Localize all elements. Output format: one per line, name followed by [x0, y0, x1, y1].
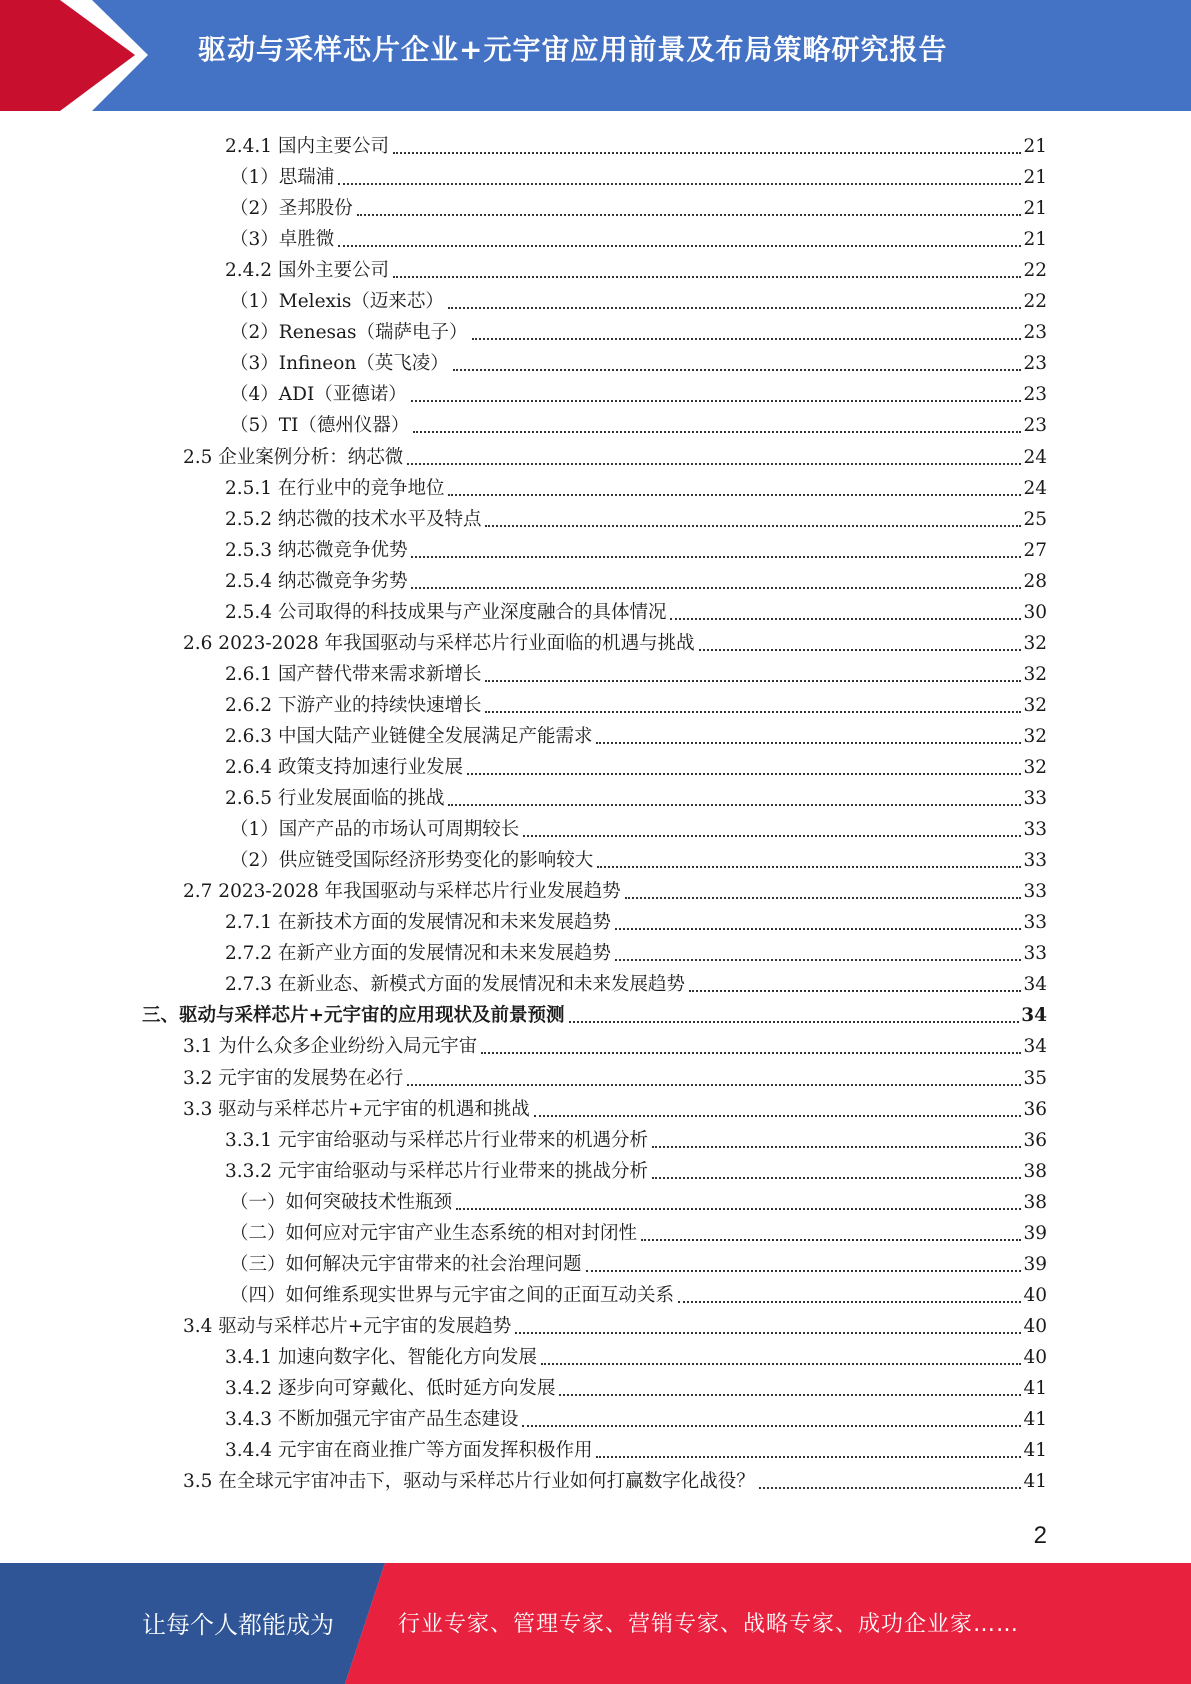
toc-entry[interactable] — [183, 1307, 1047, 1338]
toc-entry-label: 3.4.3 不断加强元宇宙产品生态建设 — [225, 1409, 519, 1431]
toc-entry-page: 23 — [1023, 415, 1047, 437]
toc-leader-dots — [515, 1332, 1021, 1334]
toc-entry-label: 3.4.4 元宇宙在商业推广等方面发挥积极作用 — [225, 1440, 593, 1462]
toc-leader-dots — [393, 152, 1021, 154]
toc-entry-page: 27 — [1023, 539, 1047, 561]
toc-entry-page: 39 — [1023, 1222, 1047, 1244]
toc-leader-dots — [597, 866, 1021, 868]
toc-entry-page: 22 — [1023, 291, 1047, 313]
toc-entry-label: 2.7.3 在新业态、新模式方面的发展情况和未来发展趋势 — [225, 974, 685, 996]
toc-leader-dots — [448, 804, 1021, 806]
toc-entry-page: 23 — [1023, 322, 1047, 344]
toc-entry-label: 2.6.4 政策支持加速行业发展 — [225, 757, 463, 778]
toc-entry-label: 3.1 为什么众多企业纷纷入局元宇宙 — [183, 1036, 478, 1058]
toc-leader-dots — [615, 959, 1021, 961]
toc-entry[interactable] — [225, 127, 1047, 158]
toc-entry[interactable] — [225, 1338, 1047, 1369]
toc-entry-label: 2.5.4 纳芯微竞争劣势 — [225, 570, 408, 592]
toc-leader-dots — [453, 369, 1022, 371]
toc-entry-page: 33 — [1023, 850, 1047, 872]
toc-entry[interactable] — [225, 1400, 1047, 1431]
toc-leader-dots — [448, 494, 1021, 496]
toc-leader-dots — [625, 897, 1022, 899]
toc-leader-dots — [448, 307, 1022, 309]
toc-entry-label: （三）如何解决元宇宙带来的社会治理问题 — [230, 1253, 582, 1275]
toc-entry[interactable] — [230, 344, 1047, 375]
footer-slogan-right: 行业专家、管理专家、营销专家、战略专家、成功企业家…… — [398, 1612, 1020, 1637]
toc-entry-label: 2.4.1 国内主要公司 — [225, 136, 389, 157]
page-header — [0, 0, 1191, 111]
toc-entry-page: 23 — [1023, 384, 1047, 406]
toc-entry-label: 2.6.5 行业发展面临的挑战 — [225, 788, 445, 810]
toc-entry-label: 2.6.2 下游产业的持续快速增长 — [225, 694, 482, 716]
toc-leader-dots — [641, 1239, 1021, 1241]
toc-entry[interactable] — [183, 1027, 1047, 1058]
toc-entry-label: （一）如何突破技术性瓶颈 — [230, 1191, 453, 1213]
toc-entry-page: 40 — [1023, 1284, 1047, 1306]
toc-entry-page: 34 — [1023, 1036, 1047, 1058]
toc-entry[interactable] — [225, 779, 1047, 810]
toc-entry-label: 3.4 驱动与采样芯片+元宇宙的发展趋势 — [183, 1315, 512, 1337]
toc-entry[interactable] — [230, 1183, 1047, 1214]
toc-entry[interactable] — [230, 158, 1047, 189]
toc-leader-dots — [670, 618, 1021, 620]
toc-entry-page: 23 — [1023, 353, 1047, 375]
toc-leader-dots — [534, 1115, 1022, 1117]
toc-leader-dots — [357, 214, 1022, 216]
toc-entry-page: 41 — [1023, 1440, 1047, 1462]
toc-leader-dots — [456, 1208, 1021, 1210]
toc-entry[interactable] — [225, 903, 1047, 934]
toc-entry[interactable] — [225, 500, 1047, 531]
toc-entry-page: 36 — [1023, 1129, 1047, 1151]
toc-leader-dots — [586, 1270, 1022, 1272]
toc-entry-label: （3）Infineon（英飞凌） — [230, 353, 449, 375]
toc-entry[interactable] — [225, 1121, 1047, 1152]
footer-slogan-left: 让每个人都能成为 — [142, 1611, 334, 1639]
toc-entry-page: 28 — [1023, 570, 1047, 592]
toc-entry-label: 2.6.3 中国大陆产业链健全发展满足产能需求 — [225, 725, 593, 747]
toc-entry-label: 2.5.1 在行业中的竞争地位 — [225, 477, 445, 499]
header-title: 驱动与采样芯片企业+元宇宙应用前景及布局策略研究报告 — [198, 33, 948, 66]
toc-entry[interactable] — [230, 375, 1047, 406]
toc-entry[interactable] — [225, 655, 1047, 686]
toc-entry-label: （二）如何应对元宇宙产业生态系统的相对封闭性 — [230, 1222, 638, 1244]
toc-leader-dots — [485, 711, 1021, 713]
toc-entry[interactable] — [225, 717, 1047, 748]
toc-entry-page: 33 — [1023, 819, 1047, 841]
toc-leader-dots — [413, 431, 1021, 433]
header-chevron-decoration — [0, 0, 160, 111]
toc-entry-label: 3.5 在全球元宇宙冲击下，驱动与采样芯片行业如何打赢数字化战役？ — [183, 1471, 755, 1493]
toc-entry[interactable] — [230, 189, 1047, 220]
toc-leader-dots — [485, 525, 1021, 527]
toc-entry-page: 24 — [1023, 446, 1047, 468]
toc-entry-page: 38 — [1023, 1160, 1047, 1182]
toc-entry-label: （1）思瑞浦 — [230, 167, 335, 189]
toc-entry[interactable] — [230, 406, 1047, 437]
toc-entry[interactable] — [230, 810, 1047, 841]
toc-leader-dots — [652, 1177, 1021, 1179]
toc-entry-page: 41 — [1023, 1378, 1047, 1399]
toc-entry-page: 21 — [1023, 198, 1047, 220]
toc-leader-dots — [522, 1425, 1021, 1427]
toc-entry[interactable] — [183, 872, 1047, 903]
toc-entry-page: 32 — [1023, 632, 1047, 654]
toc-entry-page: 21 — [1023, 167, 1047, 189]
toc-entry-page: 36 — [1023, 1098, 1047, 1120]
toc-leader-dots — [467, 773, 1021, 775]
toc-leader-dots — [523, 835, 1021, 837]
toc-entry[interactable] — [225, 1152, 1047, 1183]
toc-entry-page: 40 — [1023, 1346, 1047, 1368]
toc-entry-label: 3.3.1 元宇宙给驱动与采样芯片行业带来的机遇分析 — [225, 1129, 648, 1151]
toc-leader-dots — [652, 1146, 1021, 1148]
toc-entry-label: 2.5.4 公司取得的科技成果与产业深度融合的具体情况 — [225, 601, 667, 623]
toc-entry[interactable] — [225, 469, 1047, 500]
toc-leader-dots — [485, 680, 1021, 682]
toc-entry-page: 38 — [1023, 1191, 1047, 1213]
toc-entry-page: 40 — [1023, 1315, 1047, 1337]
toc-entry-page: 41 — [1023, 1409, 1047, 1431]
toc-entry-page: 21 — [1023, 136, 1047, 157]
toc-leader-dots — [411, 587, 1021, 589]
toc-entry-label: （5）TI（德州仪器） — [230, 415, 410, 437]
toc-leader-dots — [569, 1021, 1020, 1023]
toc-entry[interactable] — [183, 1059, 1047, 1090]
toc-entry[interactable] — [230, 220, 1047, 251]
toc-entry-label: 2.7 2023-2028 年我国驱动与采样芯片行业发展趋势 — [183, 881, 621, 903]
toc-leader-dots — [481, 1052, 1021, 1054]
toc-entry-page: 32 — [1023, 694, 1047, 716]
toc-entry-page: 22 — [1023, 260, 1047, 282]
toc-leader-dots — [559, 1394, 1021, 1396]
toc-entry[interactable] — [225, 251, 1047, 282]
toc-entry-page: 34 — [1021, 1005, 1047, 1027]
toc-entry-label: 2.5.2 纳芯微的技术水平及特点 — [225, 508, 482, 530]
toc-entry-page: 25 — [1023, 508, 1047, 530]
toc-leader-dots — [699, 649, 1022, 651]
toc-entry-label: 3.3 驱动与采样芯片+元宇宙的机遇和挑战 — [183, 1098, 530, 1120]
toc-entry[interactable] — [225, 531, 1047, 562]
toc-entry-label: （1）国产产品的市场认可周期较长 — [230, 819, 520, 841]
toc-leader-dots — [407, 463, 1021, 465]
toc-entry-label: 3.2 元宇宙的发展势在必行 — [183, 1067, 404, 1089]
toc-entry-label: 3.4.1 加速向数字化、智能化方向发展 — [225, 1346, 537, 1368]
toc-entry-page: 32 — [1023, 725, 1047, 747]
toc-leader-dots — [393, 276, 1021, 278]
toc-entry-label: （4）ADI（亚德诺） — [230, 384, 407, 406]
toc-entry-label: （2）圣邦股份 — [230, 198, 353, 220]
toc-entry-page: 35 — [1023, 1067, 1047, 1089]
toc-entry-label: （四）如何维系现实世界与元宇宙之间的正面互动关系 — [230, 1284, 675, 1306]
toc-entry[interactable] — [230, 282, 1047, 313]
toc-entry-label: （2）Renesas（瑞萨电子） — [230, 322, 468, 344]
toc-leader-dots — [615, 928, 1021, 930]
toc-entry[interactable] — [225, 934, 1047, 965]
toc-entry[interactable] — [230, 313, 1047, 344]
toc-entry-page: 33 — [1023, 943, 1047, 965]
page-number: 2 — [1033, 1522, 1047, 1549]
toc-entry[interactable] — [225, 748, 1047, 779]
toc-entry-label: 3.4.2 逐步向可穿戴化、低时延方向发展 — [225, 1378, 556, 1399]
toc-entry[interactable] — [225, 1369, 1047, 1400]
toc-leader-dots — [338, 183, 1021, 185]
toc-entry-page: 41 — [1023, 1471, 1047, 1493]
toc-entry-label: （1）Melexis（迈来芯） — [230, 291, 444, 313]
toc-entry-page: 34 — [1023, 974, 1047, 996]
toc-entry-page: 33 — [1023, 881, 1047, 903]
toc-entry-page: 32 — [1023, 663, 1047, 685]
toc-entry-label: 2.5 企业案例分析：纳芯微 — [183, 446, 404, 468]
toc-leader-dots — [596, 742, 1021, 744]
toc-entry-page: 33 — [1023, 788, 1047, 810]
toc-entry-page: 21 — [1023, 229, 1047, 251]
toc-entry[interactable] — [183, 438, 1047, 469]
toc-entry-page: 30 — [1023, 601, 1047, 623]
toc-entry[interactable] — [230, 1245, 1047, 1276]
toc-entry-label: 3.3.2 元宇宙给驱动与采样芯片行业带来的挑战分析 — [225, 1160, 648, 1182]
toc-entry-label: 2.5.3 纳芯微竞争优势 — [225, 539, 408, 561]
toc-entry[interactable] — [225, 965, 1047, 996]
toc-entry[interactable] — [230, 1214, 1047, 1245]
toc-leader-dots — [678, 1301, 1021, 1303]
toc-leader-dots — [472, 338, 1022, 340]
toc-leader-dots — [596, 1456, 1021, 1458]
toc-entry[interactable] — [183, 1090, 1047, 1121]
toc-entry-page: 33 — [1023, 912, 1047, 934]
toc-entry[interactable] — [225, 562, 1047, 593]
toc-leader-dots — [541, 1363, 1021, 1365]
toc-leader-dots — [411, 556, 1021, 558]
toc-entry[interactable] — [225, 1431, 1047, 1462]
toc-entry-page: 32 — [1023, 757, 1047, 778]
toc-entry[interactable] — [142, 996, 1047, 1027]
toc-leader-dots — [411, 400, 1022, 402]
toc-leader-dots — [407, 1084, 1021, 1086]
toc-entry[interactable] — [183, 1462, 1047, 1493]
toc-entry-label: 2.4.2 国外主要公司 — [225, 260, 389, 282]
toc-entry[interactable] — [183, 624, 1047, 655]
page-footer — [0, 1563, 1191, 1684]
toc-entry[interactable] — [225, 686, 1047, 717]
toc-entry-label: 2.6.1 国产替代带来需求新增长 — [225, 663, 482, 685]
toc-entry-label: 2.7.1 在新技术方面的发展情况和未来发展趋势 — [225, 912, 611, 934]
toc-leader-dots — [689, 990, 1021, 992]
toc-entry[interactable] — [230, 841, 1047, 872]
toc-entry-label: （2）供应链受国际经济形势变化的影响较大 — [230, 850, 594, 872]
toc-entry-label: 2.7.2 在新产业方面的发展情况和未来发展趋势 — [225, 943, 611, 965]
toc-entry-label: （3）卓胜微 — [230, 229, 335, 251]
toc-entry-label: 2.6 2023-2028 年我国驱动与采样芯片行业面临的机遇与挑战 — [183, 632, 695, 654]
toc-entry[interactable] — [225, 593, 1047, 624]
toc-leader-dots — [338, 245, 1021, 247]
toc-entry-page: 24 — [1023, 477, 1047, 499]
toc-entry[interactable] — [230, 1276, 1047, 1307]
toc-entry-page: 39 — [1023, 1253, 1047, 1275]
toc-leader-dots — [759, 1487, 1022, 1489]
toc-entry-label: 三、驱动与采样芯片+元宇宙的应用现状及前景预测 — [142, 1005, 565, 1027]
